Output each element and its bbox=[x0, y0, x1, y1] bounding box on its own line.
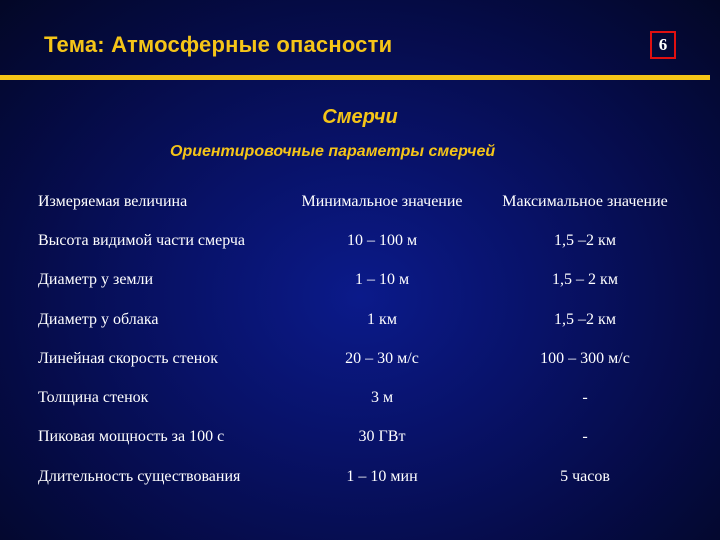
cell-quantity: Диаметр у земли bbox=[38, 271, 154, 289]
cell-minimum: 1 км bbox=[367, 310, 397, 328]
table-row bbox=[38, 261, 690, 300]
cell-minimum: 30 ГВт bbox=[358, 428, 406, 446]
cell-quantity: Высота видимой части смерча bbox=[38, 231, 245, 249]
cell-maximum: 1,5 –2 км bbox=[554, 310, 616, 328]
column-header-maximum: Максимальное значение bbox=[502, 192, 668, 210]
section-heading: Смерчи bbox=[322, 106, 398, 128]
cell-maximum: 1,5 –2 км bbox=[554, 231, 616, 249]
column-header-minimum: Минимальное значение bbox=[301, 192, 463, 210]
table-header-row bbox=[38, 182, 690, 221]
cell-maximum: - bbox=[582, 389, 588, 407]
cell-maximum: 5 часов bbox=[560, 467, 610, 485]
cell-maximum: - bbox=[582, 428, 588, 446]
title-underline-divider bbox=[0, 75, 710, 80]
cell-minimum: 1 – 10 м bbox=[354, 271, 410, 289]
cell-quantity: Пиковая мощность за 100 с bbox=[38, 428, 225, 446]
table-row bbox=[38, 457, 690, 496]
table-row bbox=[38, 418, 690, 457]
table-row bbox=[38, 378, 690, 417]
table-row bbox=[38, 339, 690, 378]
cell-quantity: Длительность существования bbox=[38, 467, 241, 485]
page-number-badge: 6 bbox=[650, 31, 676, 59]
cell-quantity: Диаметр у облака bbox=[38, 310, 159, 328]
slide-title: Тема: Атмосферные опасности bbox=[44, 32, 393, 57]
table-row bbox=[38, 300, 690, 339]
table-row bbox=[38, 221, 690, 260]
table-caption: Ориентировочные параметры смерчей bbox=[170, 143, 496, 160]
column-header-quantity: Измеряемая величина bbox=[38, 192, 188, 210]
parameters-table bbox=[38, 182, 690, 496]
cell-minimum: 3 м bbox=[370, 389, 394, 407]
cell-minimum: 1 – 10 мин bbox=[346, 467, 418, 485]
cell-minimum: 10 – 100 м bbox=[346, 231, 418, 249]
cell-quantity: Толщина стенок bbox=[38, 389, 149, 407]
cell-maximum: 100 – 300 м/с bbox=[540, 349, 630, 367]
cell-quantity: Линейная скорость стенок bbox=[38, 349, 219, 367]
cell-maximum: 1,5 – 2 км bbox=[552, 271, 618, 289]
cell-minimum: 20 – 30 м/с bbox=[345, 349, 419, 367]
